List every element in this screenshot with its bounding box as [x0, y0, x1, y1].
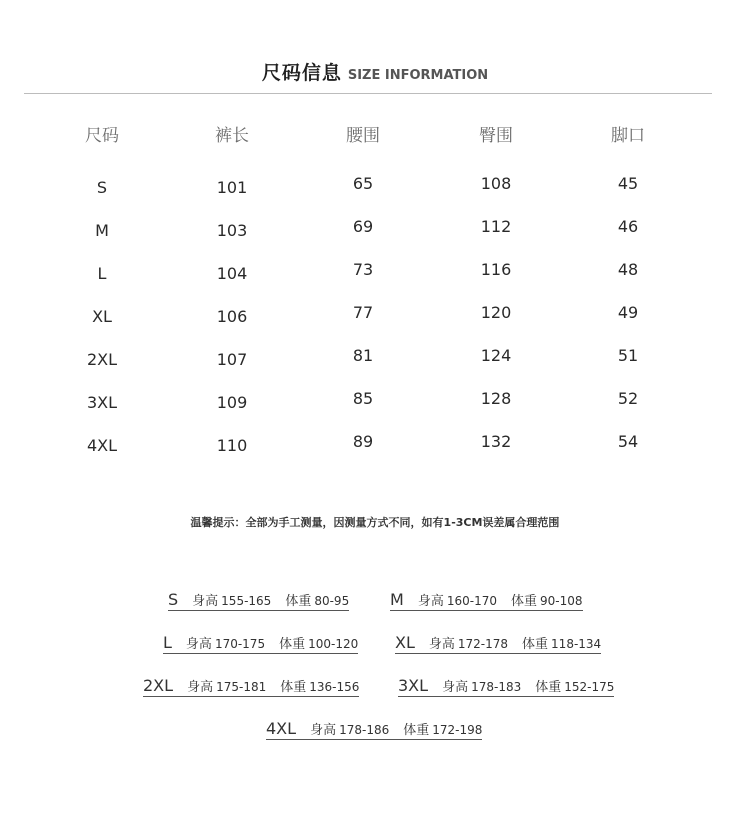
cell-waist: 69 [352, 217, 374, 236]
cell-pants-length: 103 [216, 221, 248, 240]
size-label: M [390, 590, 404, 609]
cell-leg-opening: 52 [617, 389, 639, 408]
cell-hip: 124 [480, 346, 512, 365]
table-row [0, 219, 750, 262]
cell-leg-opening: 54 [617, 432, 639, 451]
weight-label: 体重 [403, 723, 430, 738]
guide-entry-3xl [398, 676, 614, 697]
guide-entry-2xl [143, 676, 359, 697]
height-label: 身高 [185, 637, 212, 652]
cell-size: M [95, 221, 109, 240]
guide-entry-s [168, 590, 349, 611]
cell-leg-opening: 45 [617, 174, 639, 193]
cell-leg-opening: 49 [617, 303, 639, 322]
height-range: 155-165 [221, 594, 272, 608]
cell-size: XL [92, 307, 112, 326]
cell-waist: 73 [352, 260, 374, 279]
height-range: 172-178 [457, 637, 509, 651]
table-row [0, 348, 750, 391]
cell-pants-length: 106 [216, 307, 248, 326]
weight-range: 136-156 [309, 680, 360, 694]
cell-size: S [96, 178, 108, 197]
weight-label: 体重 [510, 594, 537, 609]
cell-leg-opening: 46 [617, 217, 639, 236]
cell-waist: 77 [352, 303, 374, 322]
table-header-row [0, 113, 750, 176]
cell-waist: 65 [352, 174, 374, 193]
cell-hip: 112 [480, 217, 512, 236]
guide-entry-l [163, 633, 358, 654]
table-row [0, 176, 750, 219]
weight-label: 体重 [285, 594, 312, 609]
table-row [0, 434, 750, 477]
guide-line-1 [0, 590, 750, 620]
size-label: L [163, 633, 172, 652]
cell-hip: 108 [480, 174, 512, 193]
cell-hip: 132 [480, 432, 512, 451]
height-label: 身高 [310, 723, 337, 738]
table-body [0, 176, 750, 477]
guide-entry-m [390, 590, 583, 611]
cell-size: 4XL [86, 436, 118, 455]
header-waist: 腰围 [346, 126, 380, 146]
weight-label: 体重 [535, 680, 562, 695]
weight-range: 100-120 [308, 637, 359, 651]
height-label: 身高 [417, 594, 444, 609]
guide-line-3 [0, 676, 750, 706]
cell-size: L [97, 264, 107, 283]
weight-label: 体重 [280, 680, 307, 695]
cell-pants-length: 107 [216, 350, 248, 369]
weight-label: 体重 [279, 637, 306, 652]
table-row [0, 305, 750, 348]
title-divider [24, 93, 712, 94]
cell-hip: 120 [480, 303, 512, 322]
weight-range: 152-175 [564, 680, 615, 694]
measurement-notice: 温馨提示：全部为手工测量，因测量方式不同，如有1-3CM误差属合理范围 [190, 516, 560, 529]
cell-leg-opening: 48 [617, 260, 639, 279]
size-label: 4XL [266, 719, 297, 738]
height-label: 身高 [187, 680, 214, 695]
weight-label: 体重 [522, 637, 549, 652]
cell-pants-length: 101 [216, 178, 248, 197]
cell-hip: 116 [480, 260, 512, 279]
cell-leg-opening: 51 [617, 346, 639, 365]
height-range: 160-170 [446, 594, 497, 608]
size-label: 2XL [143, 676, 174, 695]
size-table [0, 113, 750, 477]
size-label: XL [395, 633, 415, 652]
table-row [0, 262, 750, 305]
header-size: 尺码 [85, 126, 119, 146]
cell-size: 2XL [86, 350, 118, 369]
cell-size: 3XL [86, 393, 118, 412]
cell-pants-length: 109 [216, 393, 248, 412]
header-pants-length: 裤长 [215, 126, 249, 146]
guide-line-2 [0, 633, 750, 663]
weight-range: 80-95 [314, 594, 350, 608]
cell-pants-length: 104 [216, 264, 248, 283]
cell-pants-length: 110 [216, 436, 248, 455]
cell-hip: 128 [480, 389, 512, 408]
title-english: SIZE INFORMATION [347, 68, 489, 83]
cell-waist: 89 [352, 432, 374, 451]
height-label: 身高 [442, 680, 469, 695]
guide-entry-xl [395, 633, 601, 654]
guide-entry-4xl [266, 719, 482, 740]
height-label: 身高 [428, 637, 455, 652]
size-label: S [168, 590, 179, 609]
table-row [0, 391, 750, 434]
height-range: 170-175 [214, 637, 266, 651]
header-hip: 臀围 [479, 126, 513, 146]
title-chinese: 尺码信息 [261, 62, 342, 84]
header-leg-opening: 脚口 [611, 126, 645, 146]
height-range: 178-183 [471, 680, 522, 694]
weight-range: 118-134 [551, 637, 602, 651]
cell-waist: 85 [352, 389, 374, 408]
weight-range: 90-108 [539, 594, 583, 608]
guide-line-4 [0, 719, 750, 749]
height-range: 178-186 [339, 723, 390, 737]
height-range: 175-181 [216, 680, 267, 694]
size-label: 3XL [398, 676, 429, 695]
page-title [0, 58, 750, 85]
height-label: 身高 [192, 594, 219, 609]
cell-waist: 81 [352, 346, 374, 365]
weight-range: 172-198 [432, 723, 483, 737]
